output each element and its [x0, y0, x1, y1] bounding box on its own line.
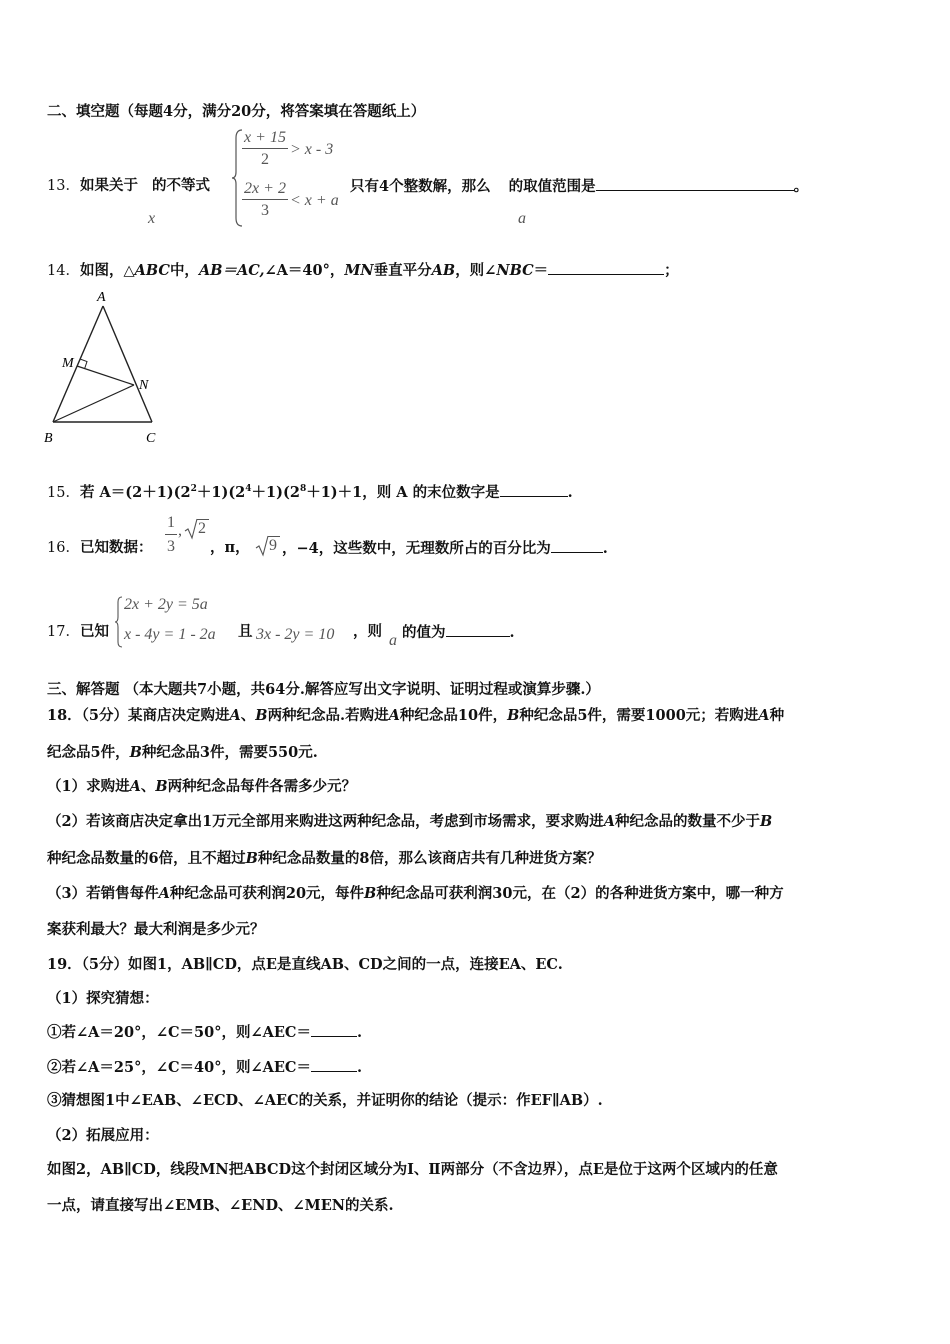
q18-p2l2-a: 种纪念品数量的6倍，且不超过 [47, 850, 246, 867]
label-b: B [44, 431, 53, 446]
q18-A: A [129, 778, 141, 795]
q14-angle-a: ∠A＝40°， [264, 262, 345, 279]
q13-var-a: a [518, 210, 526, 227]
q18-part-3 [47, 884, 784, 904]
line-bn [53, 385, 134, 422]
q19-line-1: 19．（5分）如图1，AB∥CD，点E是直线AB、CD之间的一点，连接EA、EC. [47, 956, 563, 973]
q15-end: . [567, 483, 573, 501]
q19-part-1-title: （1）探究猜想： [47, 990, 159, 1007]
q18-line-1 [47, 706, 784, 726]
q14-nbc: NBC [496, 262, 534, 279]
q18-B: B [245, 850, 258, 867]
q18-l2-a: 纪念品5件， [47, 744, 130, 761]
q19-part-2-title: （2）拓展应用： [47, 1127, 159, 1144]
q16-frac-bar [165, 534, 177, 535]
label-a: A [97, 290, 106, 305]
q18-p3-b: 种纪念品可获利润20元，每件 [169, 885, 365, 902]
q13-end-text: 的取值范围是 [508, 178, 596, 195]
q17-var-a: a [389, 632, 397, 649]
q13-line [47, 176, 210, 196]
label-m: M [62, 356, 74, 371]
q15-text: 若 A＝(2＋1)(2 [79, 483, 191, 501]
q16-sqrt2-value: 2 [198, 520, 206, 537]
q16-post-line [282, 538, 608, 559]
q16-post: ，−4，这些数中，无理数所占的百分比为 [282, 540, 551, 557]
q18-l1-c: 两种纪念品.若购进 [267, 707, 389, 724]
q15-text-2: ＋1)(2 [196, 483, 246, 501]
q19-case-2 [47, 1057, 362, 1078]
q14-triangle-figure [40, 286, 170, 448]
q14-text-b: 中， [169, 262, 199, 279]
q18-A: A [158, 885, 170, 902]
q14-text-c: 垂直平分 [373, 262, 432, 279]
q19-c2-end: . [356, 1059, 362, 1076]
q17-end-text: 的值为 [402, 624, 446, 641]
q14-answer-blank[interactable] [548, 260, 664, 275]
q19-c1-end: . [356, 1024, 362, 1041]
q14-abc: ABC [134, 262, 170, 279]
q16-answer-blank[interactable] [551, 538, 603, 553]
q15-text-3: ＋1)(2 [251, 483, 300, 501]
label-c: C [146, 431, 156, 446]
q16-number: 16． [47, 540, 80, 556]
question-14 [47, 260, 679, 281]
q14-ab: AB [431, 262, 456, 279]
q15-text-4: ＋1)＋1，则 A 的末位数字是 [306, 483, 500, 501]
q19-case-1 [47, 1022, 362, 1043]
q14-end: ； [664, 262, 679, 279]
q13-inequality-system [232, 128, 352, 228]
q18-p1-b: 、 [140, 778, 156, 795]
q16-mid: ，π， [210, 539, 250, 556]
q18-part-1 [47, 777, 356, 797]
q16-line [47, 538, 152, 558]
q16-pre: 已知数据： [79, 539, 153, 556]
q15-exp-3: 8 [299, 484, 307, 494]
q13-ineq1-rest: > x - 3 [290, 141, 334, 158]
q15-exp-2: 4 [245, 484, 252, 494]
q16-end: . [602, 540, 608, 557]
q14-ab-ac: AB＝AC, [198, 262, 265, 279]
q13-ineq1-numerator: x + 15 [242, 128, 288, 149]
q18-part-3-line-2: 案获利最大？最大利润是多少元？ [47, 921, 265, 938]
q19-case-3: ③猜想图1中∠EAB、∠ECD、∠AEC的关系，并证明你的结论（提示：作EF∥AB）. [47, 1092, 603, 1109]
q15-number: 15． [47, 484, 80, 501]
q18-p3-c: 种纪念品可获利润30元，在（2）的各种进货方案中，哪一种方 [376, 885, 784, 902]
q18-A: A [758, 707, 770, 724]
q18-B: B [759, 813, 773, 830]
q13-ineq1-denominator: 2 [261, 151, 269, 168]
q19-c1-answer-blank[interactable] [311, 1022, 357, 1037]
q14-text-a: 如图，△ [79, 262, 135, 279]
section-2-title: 二、填空题（每题4分，满分20分，将答案填在答题纸上） [47, 103, 426, 120]
q17-eq1: 2x + 2y = 5a [124, 596, 208, 613]
q18-p1-a: （1）求购进 [47, 778, 130, 795]
q17-end: . [509, 624, 515, 641]
q16-frac-den: 3 [167, 538, 175, 555]
q13-ineq2-denominator: 3 [261, 202, 269, 219]
q16-sqrt9-value: 9 [269, 537, 277, 554]
q14-mn: MN [344, 262, 374, 279]
section-3-title: 三、解答题 （本大题共7小题，共64分.解答应写出文字说明、证明过程或演算步骤.） [47, 681, 600, 698]
q16-frac-num: 1 [167, 514, 175, 531]
question-15 [47, 479, 573, 503]
brace-icon [114, 596, 124, 648]
q13-ineq2-rest: < x + a [290, 192, 339, 209]
line-ab [53, 306, 103, 422]
q13-stop: 。 [793, 178, 809, 195]
q18-l1-f: 种 [769, 707, 785, 724]
q18-line-2 [47, 743, 318, 763]
q18-part-2-line-2 [47, 849, 601, 869]
q18-A: A [229, 707, 241, 724]
q13-pre-text: 如果关于 [79, 177, 138, 194]
q18-A: A [388, 707, 400, 724]
q18-B: B [507, 707, 520, 724]
q13-answer-blank[interactable] [596, 176, 794, 191]
q15-exp-1: 2 [190, 484, 197, 494]
q18-l1-e: 种纪念品5件，需要1000元；若购进 [519, 707, 759, 724]
q15-answer-blank[interactable] [500, 482, 568, 497]
q17-eq3: 3x - 2y = 10 [256, 626, 335, 643]
q18-l1-b: 、 [240, 707, 256, 724]
line-ac [103, 306, 152, 422]
sqrt-icon [255, 535, 269, 557]
q13-number: 13． [47, 178, 80, 194]
q18-B: B [155, 778, 168, 795]
q18-l1-a: 18．（5分）某商店决定购进 [47, 707, 230, 724]
q18-l2-b: 种纪念品3件，需要550元. [141, 744, 318, 761]
q18-p2-b: 种纪念品的数量不少于 [614, 813, 760, 830]
label-n: N [139, 378, 149, 393]
q19-c2-answer-blank[interactable] [311, 1057, 357, 1072]
q14-number: 14． [47, 263, 80, 279]
q18-B: B [364, 885, 377, 902]
q16-comma: , [178, 522, 182, 539]
q17-number: 17． [47, 624, 80, 640]
q18-p2l2-b: 种纪念品数量的8倍，那么该商店共有几种进货方案？ [257, 850, 602, 867]
q13-mid-text: 的不等式 [151, 177, 210, 194]
q18-p1-c: 两种纪念品每件各需多少元？ [167, 778, 357, 795]
q18-p2-a: （2）若该商店决定拿出1万元全部用来购进这两种纪念品，考虑到市场需求，要求购进 [47, 813, 604, 830]
q17-post: ，则 [353, 623, 382, 640]
q17-end-line [402, 622, 515, 643]
q18-B: B [129, 744, 142, 761]
q18-l1-d: 种纪念品10件， [399, 707, 508, 724]
q17-line [47, 622, 109, 642]
q18-p3-a: （3）若销售每件 [47, 885, 159, 902]
q19-c1-text: ①若∠A＝20°，∠C＝50°，则∠AEC＝ [47, 1024, 311, 1041]
q18-A: A [603, 813, 615, 830]
q17-pre: 已知 [79, 623, 109, 640]
q18-B: B [255, 707, 268, 724]
q17-mid: 且 [238, 623, 253, 640]
line-mn [77, 366, 134, 385]
q14-text-d: ，则∠ [455, 262, 497, 279]
q19-line-2: 如图2，AB∥CD，线段MN把ABCD这个封闭区域分为Ⅰ、Ⅱ两部分（不含边界），点E是位于这两个区域内的任意 [47, 1161, 778, 1178]
q13-post-line [350, 176, 808, 197]
q13-ineq2-numerator: 2x + 2 [242, 179, 288, 200]
q14-text-e: ＝ [533, 262, 549, 279]
q17-eq2: x - 4y = 1 - 2a [124, 626, 216, 643]
q19-line-3: 一点，请直接写出∠EMB、∠END、∠MEN的关系. [47, 1197, 394, 1214]
q19-c2-text: ②若∠A＝25°，∠C＝40°，则∠AEC＝ [47, 1059, 311, 1076]
q13-var-x: x [148, 210, 156, 227]
sqrt-icon [184, 518, 198, 540]
q17-answer-blank[interactable] [446, 622, 510, 637]
q18-part-2 [47, 812, 772, 832]
q13-post-text: 只有4个整数解，那么 [350, 178, 491, 195]
